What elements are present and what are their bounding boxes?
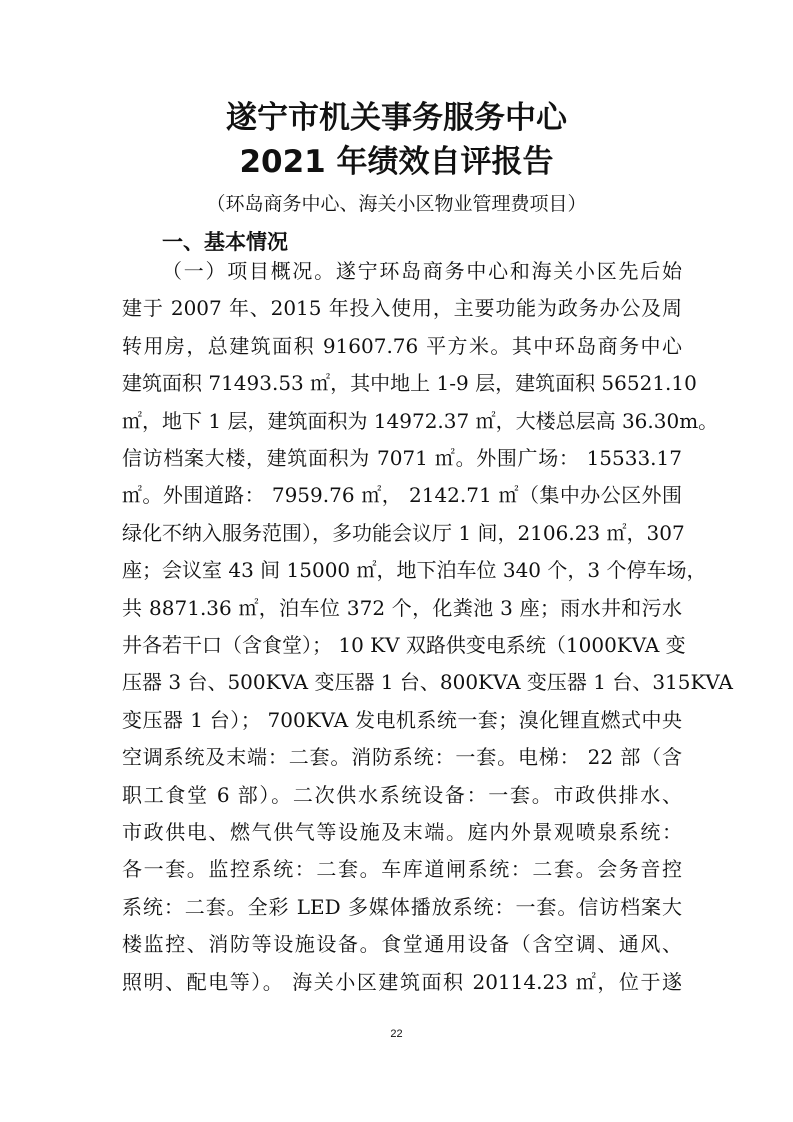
paragraph-line: 变压器 1 台）； 700KVA 发电机系统一套；溴化锂直燃式中央 <box>122 707 682 732</box>
paragraph-line: 各一套。监控系统：二套。车库道闸系统：二套。会务音控 <box>122 857 682 882</box>
document-title-line-2: 2021 年绩效自评报告 <box>239 144 554 180</box>
paragraph-line: 楼监控、消防等设施设备。食堂通用设备（含空调、通风、 <box>122 932 682 957</box>
document-subtitle: （环岛商务中心、海关小区物业管理费项目） <box>206 193 587 215</box>
paragraph-line: 系统：二套。全彩 LED 多媒体播放系统：一套。信访档案大 <box>122 894 682 919</box>
page-number: 22 <box>390 1028 403 1040</box>
document-title-line-1: 遂宁市机关事务服务中心 <box>226 100 567 136</box>
paragraph-line: 共 8871.36 ㎡，泊车位 372 个，化粪池 3 座；雨水井和污水 <box>122 595 682 620</box>
paragraph-line: 压器 3 台、500KVA 变压器 1 台、800KVA 变压器 1 台、315KVA <box>122 670 733 695</box>
paragraph-line: 建筑面积 71493.53 ㎡，其中地上 1-9 层，建筑面积 56521.10 <box>122 371 697 396</box>
paragraph-line: 座；会议室 43 间 15000 ㎡，地下泊车位 340 个，3 个停车场， <box>122 558 707 583</box>
paragraph-line: ㎡。外围道路： 7959.76 ㎡， 2142.71 ㎡（集中办公区外围 <box>122 483 682 508</box>
paragraph-line: ㎡，地下 1 层，建筑面积为 14972.37 ㎡，大楼总层高 36.30m。 <box>122 408 719 433</box>
paragraph-line: 转用房，总建筑面积 91607.76 平方米。其中环岛商务中心 <box>122 333 682 358</box>
paragraph-line: （一）项目概况。遂宁环岛商务中心和海关小区先后始 <box>162 259 682 283</box>
section-heading: 一、基本情况 <box>162 230 288 254</box>
paragraph-line: 市政供电、燃气供气等设施及末端。庭内外景观喷泉系统： <box>122 820 682 844</box>
paragraph-line: 井各若干口（含食堂）； 10 KV 双路供变电系统（1000KVA 变 <box>122 633 686 657</box>
paragraph-line: 照明、配电等）。 海关小区建筑面积 20114.23 ㎡，位于遂 <box>122 969 682 994</box>
paragraph-line: 建于 2007 年、2015 年投入使用，主要功能为政务办公及周 <box>122 296 682 321</box>
paragraph-line: 绿化不纳入服务范围），多功能会议厅 1 间，2106.23 ㎡，307 <box>122 520 685 545</box>
paragraph-line: 信访档案大楼，建筑面积为 7071 ㎡。外围广场： 15533.17 <box>122 446 682 470</box>
paragraph-line: 职工食堂 6 部）。二次供水系统设备：一套。市政供排水、 <box>122 782 682 807</box>
paragraph-line: 空调系统及末端：二套。消防系统：一套。电梯： 22 部（含 <box>122 745 682 770</box>
